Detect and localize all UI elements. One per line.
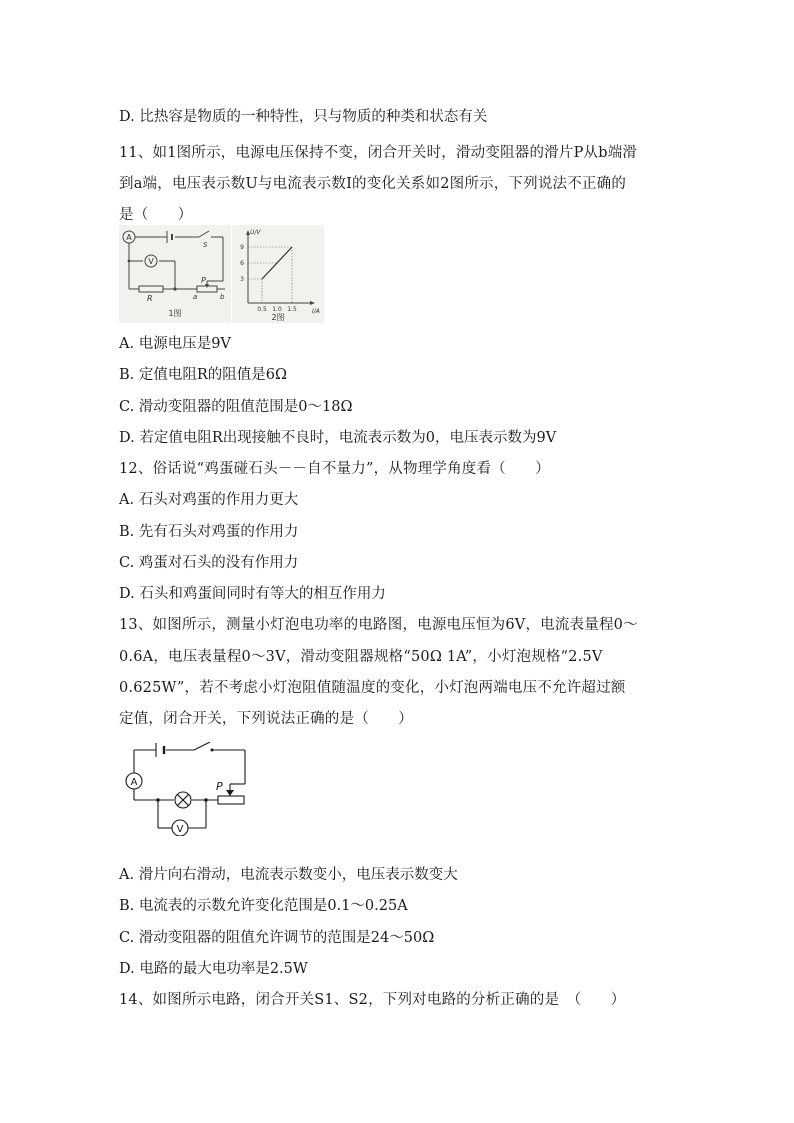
q13-circuit-figure [120, 742, 250, 836]
q13-stem-line-2: 0.6A，电压表量程0～3V，滑动变阻器规格“50Ω 1A”，小灯泡规格“2.5V [119, 649, 603, 665]
q11-figure-2-graph [232, 225, 324, 323]
q11-option-c: C. 滑动变阻器的阻值范围是0～18Ω [119, 399, 353, 415]
q13-ammeter-label: A [130, 777, 138, 788]
q13-voltmeter-label: V [176, 824, 184, 835]
q11-stem-line-3: 是（ ） [119, 207, 193, 223]
q11-option-d: D. 若定值电阻R出现接触不良时，电流表示数为0，电压表示数为9V [119, 430, 557, 446]
q13-option-c: C. 滑动变阻器的阻值允许调节的范围是24～50Ω [119, 930, 435, 946]
q12-option-d: D. 石头和鸡蛋间同时有等大的相互作用力 [119, 586, 386, 602]
q11-fig1-ammeter-label: A [126, 233, 132, 242]
q11-fig2-ytick: 3 [240, 276, 244, 283]
q11-fig2-xtick: 1.5 [287, 306, 297, 313]
q12-option-c: C. 鸡蛋对石头的没有作用力 [119, 555, 299, 571]
q11-fig2-xlabel: I/A [312, 308, 320, 315]
q11-option-a: A. 电源电压是9V [119, 336, 231, 352]
q13-stem-line-4: 定值，闭合开关，下列说法正确的是（ ） [119, 711, 413, 727]
q11-fig2-xtick: 1.0 [272, 306, 282, 313]
q11-fig1-voltmeter-label: V [148, 257, 154, 266]
q13-slider-label: P [216, 780, 223, 793]
q11-fig1-end-a-label: a [193, 293, 198, 301]
q11-fig1-caption: 1图 [168, 309, 182, 318]
q10-option-d: D. 比热容是物质的一种特性，只与物质的种类和状态有关 [119, 109, 488, 125]
q11-fig2-caption: 2图 [271, 313, 285, 322]
q12-option-a: A. 石头对鸡蛋的作用力更大 [119, 492, 299, 508]
q13-stem-line-1: 13、如图所示，测量小灯泡电功率的电路图，电源电压恒为6V，电流表量程0～ [119, 617, 638, 633]
q13-option-d: D. 电路的最大电功率是2.5W [119, 961, 308, 977]
q11-fig1-switch-label: S [203, 241, 208, 249]
q11-fig2-ytick: 6 [240, 260, 244, 267]
q12-option-b: B. 先有石头对鸡蛋的作用力 [119, 524, 299, 540]
q11-figure-1-circuit [119, 225, 231, 323]
q11-stem-line-1: 11、如1图所示，电源电压保持不变，闭合开关时，滑动变阻器的滑片P从b端滑 [119, 145, 638, 161]
q11-fig2-ytick: 9 [240, 244, 244, 251]
q11-fig1-slider-label: P [201, 276, 206, 285]
q11-fig2-xtick: 0.5 [257, 306, 267, 313]
q13-option-b: B. 电流表的示数允许变化范围是0.1～0.25A [119, 898, 408, 914]
q14-stem: 14、如图所示电路，闭合开关S1、S2，下列对电路的分析正确的是 （ ） [119, 992, 626, 1008]
q13-option-a: A. 滑片向右滑动，电流表示数变小，电压表示数变大 [119, 867, 458, 883]
q13-stem-line-3: 0.625W”，若不考虑小灯泡阻值随温度的变化，小灯泡两端电压不允许超过额 [119, 680, 626, 696]
q11-fig1-end-b-label: b [220, 293, 225, 301]
q11-stem-line-2: 到a端，电压表示数U与电流表示数I的变化关系如2图所示，下列说法不正确的 [119, 176, 627, 192]
q11-fig1-resistor-label: R [147, 294, 153, 303]
q11-option-b: B. 定值电阻R的阻值是6Ω [119, 367, 288, 383]
q12-stem: 12、俗话说“鸡蛋碰石头－－自不量力”，从物理学角度看（ ） [119, 461, 550, 477]
q11-fig2-ylabel: U/V [250, 229, 261, 236]
